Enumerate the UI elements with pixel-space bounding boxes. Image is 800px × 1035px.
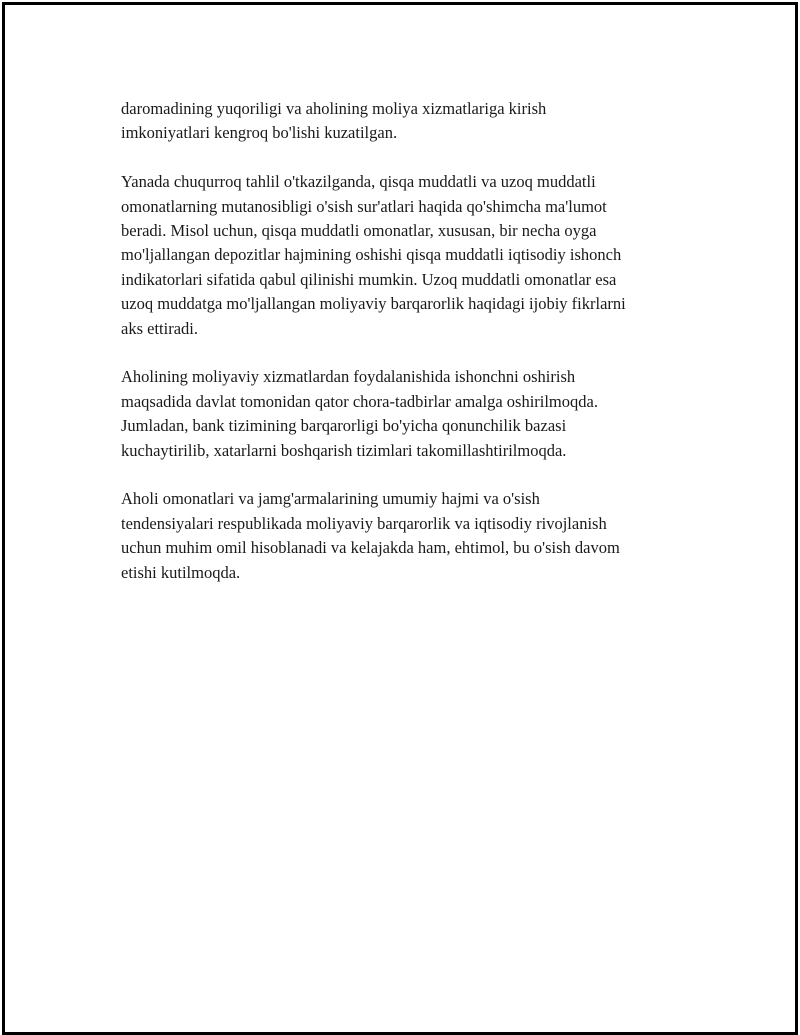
paragraph-4: Aholi omonatlari va jamg'armalarining umumiy hajmi va o'sish tendensiyalari respublikada moliyaviy barqarorlik va iqtisodiy rivojlanish uchun muhim omil hisoblanadi va kelajakda ham, ehtimol, bu o'sish davom etishi kutilmoqda. xyxy=(121,489,620,582)
paragraph-1: daromadining yuqoriligi va aholining moliya xizmatlariga kirish imkoniyatlari kengroq bo'lishi kuzatilgan. xyxy=(121,99,547,143)
paragraph-2: Yanada chuqurroq tahlil o'tkazilganda, qisqa muddatli va uzoq muddatli omonatlarning mutanosibligi o'sish sur'atlari haqida qo'shimcha ma'lumot beradi. Misol uchun, qisqa muddatli omonatlar, xususan, bir necha oyga mo'ljallangan depozitlar hajmining oshishi qisqa muddatli iqtisodiy ishonch indikatorlari sifatida qabul qilinishi mumkin. Uzoq muddatli omonatlar esa uzoq muddatga mo'ljallangan moliyaviy barqarorlik haqidagi ijobiy fikrlarni aks ettiradi. xyxy=(121,172,626,338)
document-page xyxy=(2,2,798,1035)
document-body xyxy=(121,97,701,609)
paragraph-3: Aholining moliyaviy xizmatlardan foydalanishida ishonchni oshirish maqsadida davlat tomonidan qator chora-tadbirlar amalga oshirilmoqda. Jumladan, bank tizimining barqarorligi bo'yicha qonunchilik bazasi kuchaytirilib, xatarlarni boshqarish tizimlari takomillashtirilmoqda. xyxy=(121,367,598,460)
